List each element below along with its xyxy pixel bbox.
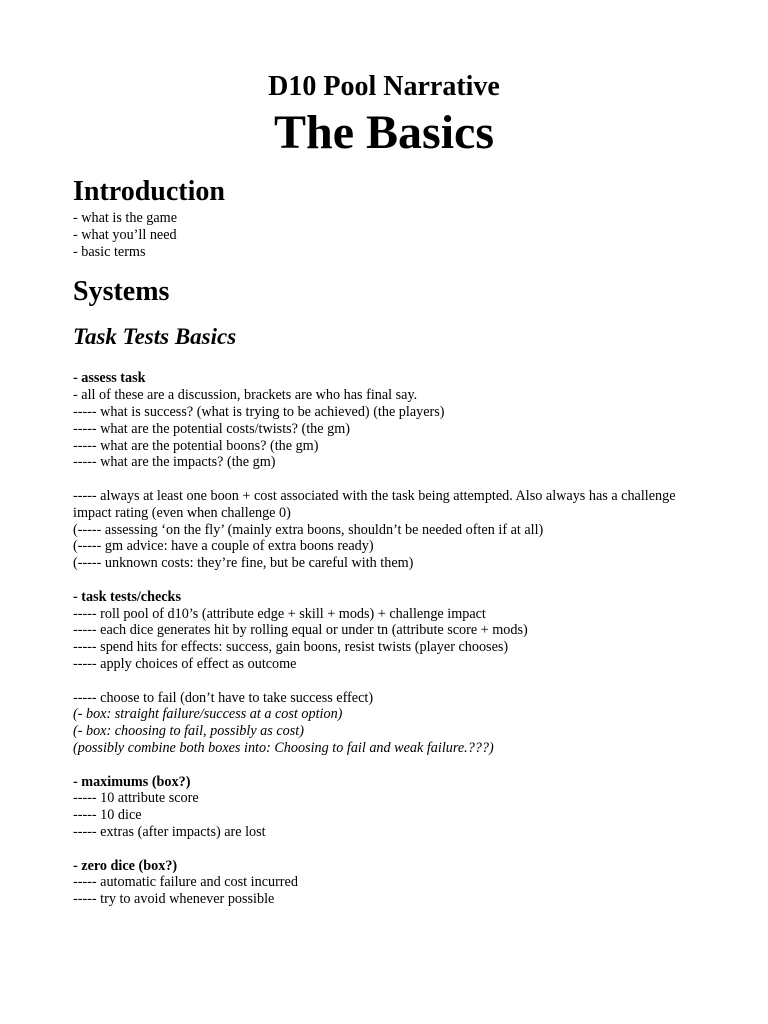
list-item: ----- what are the impacts? (the gm) [73,454,276,471]
list-item: ----- apply choices of effect as outcome [73,655,297,672]
task-tests-section [73,589,713,673]
list-item: ----- what are the potential costs/twists? (the gm) [73,420,350,437]
maximums-label: - maximums (box?) [73,773,191,790]
assess-task-label: - assess task [73,370,146,387]
list-item: - all of these are a discussion, brackets are who has final say. [73,387,418,404]
list-item: (----- gm advice: have a couple of extra boons ready) [73,538,374,555]
assess-task-section [73,370,713,471]
introduction-list [73,210,713,260]
list-item: ----- 10 attribute score [73,790,199,807]
list-item: ----- 10 dice [73,807,142,824]
list-item: (----- assessing ‘on the fly’ (mainly extra boons, shouldn’t be needed often if at all) [73,521,544,538]
systems-heading: Systems [73,276,170,308]
introduction-heading: Introduction [73,176,225,207]
list-item: ----- what are the potential boons? (the gm) [73,437,319,454]
list-item: ----- what is success? (what is trying to be achieved) (the players) [73,403,445,420]
task-tests-label: - task tests/checks [73,588,181,605]
list-item: (- box: choosing to fail, possibly as cost) [73,723,304,740]
document-body [73,174,713,908]
document-subtitle: D10 Pool Narrative [268,71,500,102]
zero-dice-section [73,858,713,908]
list-item: ----- try to avoid whenever possible [73,891,275,908]
list-item: (possibly combine both boxes into: Choosing to fail and weak failure.???) [73,739,494,756]
zero-dice-label: - zero dice (box?) [73,857,178,874]
boon-cost-section [73,488,713,572]
list-item: - what is the game [73,210,178,226]
list-item: ----- automatic failure and cost incurred [73,874,298,891]
task-tests-basics-heading: Task Tests Basics [73,324,237,350]
list-item: - what you’ll need [73,226,177,243]
list-item: ----- extras (after impacts) are lost [73,823,266,840]
list-item: ----- each dice generates hit by rolling equal or under tn (attribute score + mods) [73,622,528,639]
list-item: ----- choose to fail (don’t have to take success effect) [73,689,374,706]
document-title: The Basics [273,106,495,159]
list-item: - basic terms [73,243,146,260]
list-item: (- box: straight failure/success at a cost option) [73,706,343,723]
maximums-section [73,774,713,841]
list-item: ----- roll pool of d10’s (attribute edge + skill + mods) + challenge impact [73,605,486,622]
list-item: ----- spend hits for effects: success, gain boons, resist twists (player chooses) [73,639,509,656]
list-item: (----- unknown costs: they’re fine, but be careful with them) [73,555,414,572]
list-item: ----- always at least one boon + cost associated with the task being attempted. Also always has a challenge impact rating (even when challenge 0) [73,487,680,521]
choose-to-fail-section [73,690,713,757]
